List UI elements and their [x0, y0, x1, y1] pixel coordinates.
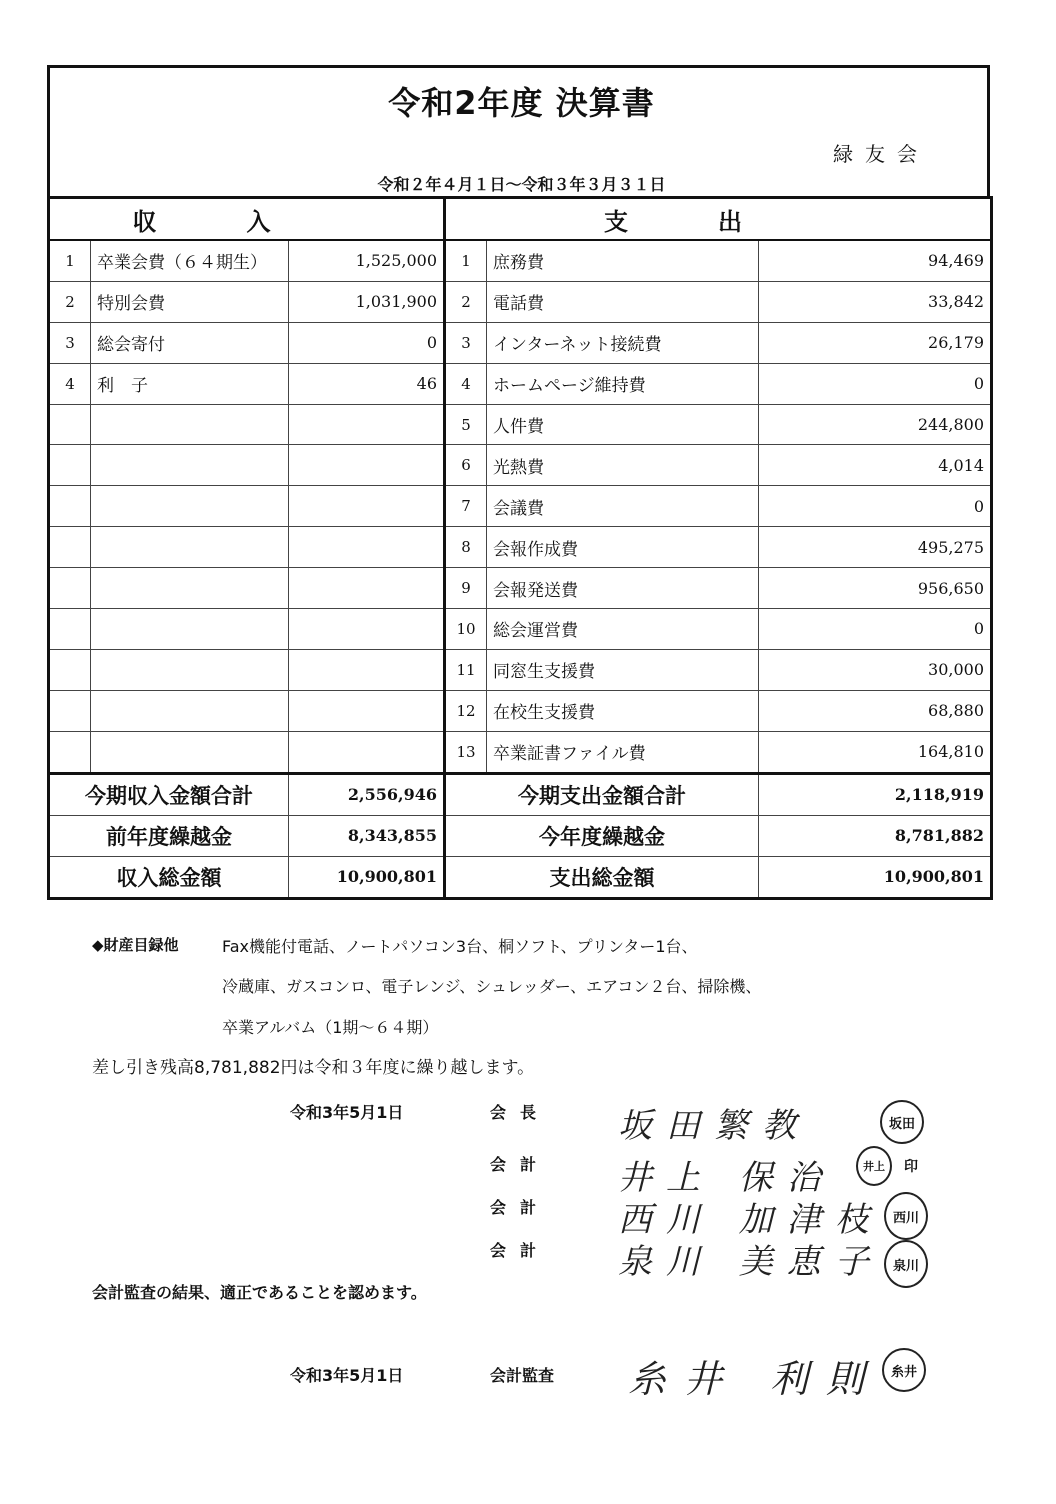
income-total-label: 今期収入金額合計	[49, 773, 289, 815]
handwritten-signature: 西川 加津枝	[618, 1200, 883, 1240]
expense-item-number: 1	[445, 240, 487, 281]
income-item-number: 3	[49, 322, 91, 363]
income-item-label	[91, 649, 289, 690]
table-row	[49, 731, 992, 773]
income-item-number	[49, 486, 91, 527]
expense-item-amount: 33,842	[759, 281, 992, 322]
income-item-number	[49, 649, 91, 690]
expense-header: 支出	[445, 198, 992, 241]
expense-item-number: 5	[445, 404, 487, 445]
expense-item-amount: 244,800	[759, 404, 992, 445]
expense-item-number: 4	[445, 363, 487, 404]
income-item-amount: 46	[289, 363, 445, 404]
income-item-amount: 0	[289, 322, 445, 363]
audit-date: 令和3年5月1日	[290, 1366, 404, 1385]
expense-item-number: 12	[445, 690, 487, 731]
expense-item-amount: 30,000	[759, 649, 992, 690]
income-item-amount: 1,031,900	[289, 281, 445, 322]
expense-item-label: 同窓生支援費	[487, 649, 759, 690]
table-row	[49, 527, 992, 568]
expense-total-amount: 2,118,919	[759, 773, 992, 815]
income-item-label	[91, 445, 289, 486]
expense-item-amount: 164,810	[759, 731, 992, 773]
expense-item-amount: 68,880	[759, 690, 992, 731]
table-row	[49, 445, 992, 486]
handwritten-signature: 坂田繁教	[618, 1106, 810, 1146]
income-item-number: 2	[49, 281, 91, 322]
signature-role: 会計	[490, 1155, 551, 1174]
expense-total-label: 今期支出金額合計	[445, 773, 759, 815]
income-item-number	[49, 404, 91, 445]
income-item-number	[49, 609, 91, 650]
expense-item-amount: 94,469	[759, 240, 992, 281]
table-row	[49, 609, 992, 650]
expense-item-label: 総会運営費	[487, 609, 759, 650]
expense-item-number: 7	[445, 486, 487, 527]
audit-statement: 会計監査の結果、適正であることを認めます。	[92, 1283, 427, 1302]
expense-item-number: 3	[445, 322, 487, 363]
expense-item-number: 13	[445, 731, 487, 773]
income-item-number: 4	[49, 363, 91, 404]
organization-name: 緑友会	[833, 142, 929, 166]
signature-date: 令和3年5月1日	[290, 1103, 404, 1122]
income-total-amount: 8,343,855	[289, 815, 445, 856]
income-item-amount: 1,525,000	[289, 240, 445, 281]
expense-item-number: 11	[445, 649, 487, 690]
expense-total-amount: 10,900,801	[759, 856, 992, 898]
signature-role: 会計	[490, 1198, 551, 1217]
audit-seal-stamp: 糸井	[882, 1348, 926, 1392]
income-item-number	[49, 445, 91, 486]
expense-item-label: 卒業証書ファイル費	[487, 731, 759, 773]
expense-item-number: 10	[445, 609, 487, 650]
expense-total-amount: 8,781,882	[759, 815, 992, 856]
handwritten-signature: 井上 保治	[618, 1158, 835, 1198]
income-item-label	[91, 568, 289, 609]
table-row	[49, 404, 992, 445]
income-total-amount: 10,900,801	[289, 856, 445, 898]
expense-item-amount: 956,650	[759, 568, 992, 609]
expense-item-amount: 4,014	[759, 445, 992, 486]
assets-line-2: 冷蔵庫、ガスコンロ、電子レンジ、シュレッダー、エアコン２台、掃除機、	[222, 977, 762, 996]
income-item-label	[91, 731, 289, 773]
income-item-number	[49, 527, 91, 568]
expense-item-label: 人件費	[487, 404, 759, 445]
income-item-label	[91, 486, 289, 527]
expense-item-number: 9	[445, 568, 487, 609]
seal-stamp: 井上	[856, 1146, 892, 1186]
seal-stamp: 西川	[884, 1192, 928, 1240]
income-item-amount	[289, 649, 445, 690]
expense-item-label: 電話費	[487, 281, 759, 322]
fiscal-period: 令和２年４月１日〜令和３年３月３１日	[377, 175, 666, 194]
expense-item-label: 在校生支援費	[487, 690, 759, 731]
table-row	[49, 649, 992, 690]
income-item-label: 卒業会費（６４期生）	[91, 240, 289, 281]
expense-item-label: インターネット接続費	[487, 322, 759, 363]
income-item-label: 特別会費	[91, 281, 289, 322]
expense-item-label: 光熱費	[487, 445, 759, 486]
income-item-number	[49, 731, 91, 773]
income-item-label: 利 子	[91, 363, 289, 404]
income-item-label	[91, 609, 289, 650]
income-item-amount	[289, 486, 445, 527]
page-title: 令和2年度 決算書	[388, 84, 655, 122]
income-item-amount	[289, 404, 445, 445]
expense-item-label: 庶務費	[487, 240, 759, 281]
report-header	[47, 65, 990, 199]
income-header: 収入	[49, 198, 445, 241]
income-total-label: 収入総金額	[49, 856, 289, 898]
carryover-note: 差し引き残高8,781,882円は令和３年度に繰り越します。	[92, 1058, 535, 1078]
income-item-label	[91, 690, 289, 731]
income-item-amount	[289, 445, 445, 486]
assets-line-3: 卒業アルバム（1期〜６４期）	[222, 1018, 439, 1037]
table-row	[49, 568, 992, 609]
income-item-label: 総会寄付	[91, 322, 289, 363]
income-item-number	[49, 568, 91, 609]
seal-mark-label: 印	[904, 1159, 918, 1175]
table-row	[49, 322, 992, 363]
income-total-label: 前年度繰越金	[49, 815, 289, 856]
table-row	[49, 281, 992, 322]
expense-item-amount: 26,179	[759, 322, 992, 363]
income-item-number	[49, 690, 91, 731]
seal-stamp: 泉川	[884, 1240, 928, 1288]
table-header-row	[49, 198, 992, 241]
income-item-amount	[289, 731, 445, 773]
income-item-label	[91, 527, 289, 568]
income-item-amount	[289, 527, 445, 568]
expense-item-amount: 495,275	[759, 527, 992, 568]
expense-item-label: 会報発送費	[487, 568, 759, 609]
expense-item-amount: 0	[759, 486, 992, 527]
totals-row	[49, 815, 992, 856]
income-item-amount	[289, 609, 445, 650]
assets-label: ◆財産目録他	[92, 936, 179, 954]
income-total-amount: 2,556,946	[289, 773, 445, 815]
table-row	[49, 486, 992, 527]
totals-row	[49, 773, 992, 815]
expense-total-label: 今年度繰越金	[445, 815, 759, 856]
income-item-amount	[289, 568, 445, 609]
expense-item-label: 会議費	[487, 486, 759, 527]
table-row	[49, 240, 992, 281]
expense-item-amount: 0	[759, 609, 992, 650]
table-row	[49, 363, 992, 404]
expense-item-label: ホームページ維持費	[487, 363, 759, 404]
expense-item-number: 8	[445, 527, 487, 568]
expense-total-label: 支出総金額	[445, 856, 759, 898]
income-item-amount	[289, 690, 445, 731]
expense-item-label: 会報作成費	[487, 527, 759, 568]
table-row	[49, 690, 992, 731]
settlement-table	[47, 196, 993, 900]
assets-line-1: Fax機能付電話、ノートパソコン3台、桐ソフト、プリンター1台、	[222, 937, 698, 956]
expense-item-number: 2	[445, 281, 487, 322]
income-item-number: 1	[49, 240, 91, 281]
totals-row	[49, 856, 992, 898]
audit-role: 会計監査	[490, 1366, 555, 1385]
expense-item-amount: 0	[759, 363, 992, 404]
handwritten-signature: 泉川 美恵子	[618, 1242, 883, 1282]
signature-role: 会計	[490, 1241, 551, 1260]
auditor-handwritten-signature: 糸井 利則	[628, 1357, 883, 1401]
signature-role: 会長	[490, 1103, 551, 1122]
expense-item-number: 6	[445, 445, 487, 486]
income-item-label	[91, 404, 289, 445]
seal-stamp: 坂田	[880, 1100, 924, 1144]
